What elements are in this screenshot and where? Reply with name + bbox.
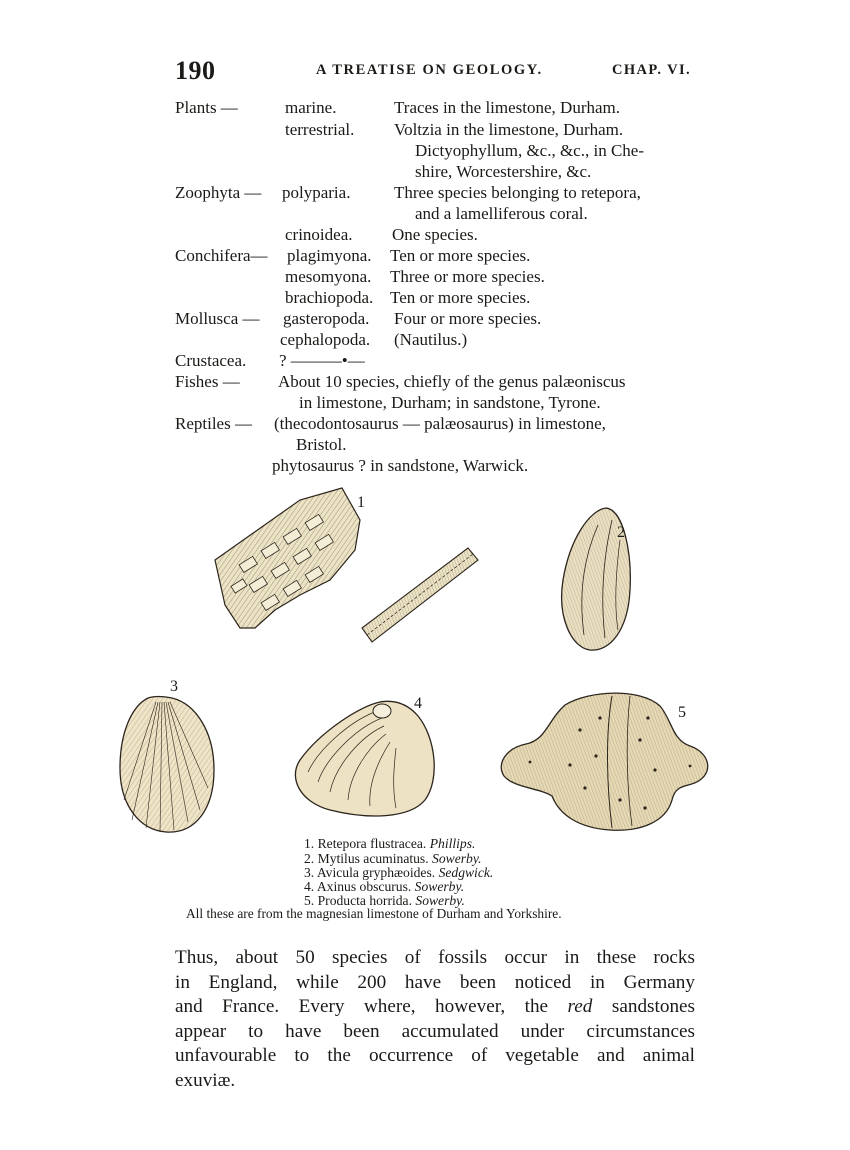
- desc-polyparia-2: and a lamelliferous coral.: [415, 204, 588, 223]
- group-label-reptiles: Reptiles —: [175, 414, 252, 433]
- caption-source-note: All these are from the magnesian limestone of Durham and Yorkshire.: [186, 906, 562, 921]
- paragraph-line-1: Thus, about 50 species of fossils occur in these rocks: [175, 947, 695, 968]
- chapter-label: CHAP. VI.: [612, 62, 692, 78]
- desc-reptiles-1: (thecodontosaurus — palæosaurus) in limestone,: [274, 414, 606, 433]
- group-label-zoophyta: Zoophyta —: [175, 183, 262, 202]
- fig-label-3: 3: [170, 678, 178, 695]
- paragraph-line-3: and France. Every where, however, the red sandstones: [175, 996, 696, 1017]
- caption-1: 1. Retepora flustracea. Phillips.: [304, 836, 476, 851]
- fig-label-5: 5: [678, 704, 686, 721]
- subgroup-cephalopoda: cephalopoda.: [280, 330, 371, 349]
- desc-crinoidea: One species.: [392, 225, 478, 244]
- caption-3: 3. Avicula gryphæoides. Sedgwick.: [304, 865, 494, 880]
- fig1-retepora-stick-fragment: [362, 548, 478, 642]
- subgroup-gasteropoda: gasteropoda.: [283, 309, 370, 328]
- desc-marine: Traces in the limestone, Durham.: [394, 98, 620, 117]
- desc-terrestrial-3: shire, Worcestershire, &c.: [415, 162, 592, 181]
- fig1-retepora-large-fragment: [215, 488, 360, 628]
- desc-crustacea: ? ———•—: [279, 351, 365, 370]
- fig4-axinus-shell: [295, 701, 434, 816]
- paragraph-line-5: unfavourable to the occurrence of vegetable and animal: [175, 1045, 695, 1066]
- page-number: 190: [175, 56, 216, 85]
- caption-5: 5. Producta horrida. Sowerby.: [304, 893, 465, 908]
- group-label-mollusca: Mollusca —: [175, 309, 260, 328]
- fig3-avicula-shell: [120, 697, 214, 833]
- body-paragraph: [175, 946, 695, 1093]
- subgroup-marine: marine.: [285, 98, 337, 117]
- subgroup-polyparia: polyparia.: [282, 183, 351, 202]
- desc-reptiles-3: phytosaurus ? in sandstone, Warwick.: [272, 456, 529, 475]
- paragraph-line-6: exuviæ.: [175, 1069, 236, 1091]
- desc-polyparia-1: Three species belonging to retepora,: [394, 183, 641, 202]
- fig-label-2: 2: [617, 524, 625, 541]
- desc-reptiles-2: Bristol.: [296, 435, 347, 454]
- desc-terrestrial-1: Voltzia in the limestone, Durham.: [394, 120, 624, 139]
- desc-terrestrial-2: Dictyophyllum, &c., &c., in Che-: [415, 141, 644, 160]
- desc-fishes-1: About 10 species, chiefly of the genus palæoniscus: [278, 372, 626, 391]
- desc-cephalopoda: (Nautilus.): [394, 330, 468, 349]
- desc-fishes-2: in limestone, Durham; in sandstone, Tyrone.: [299, 393, 601, 412]
- desc-plagimyona: Ten or more species.: [390, 246, 531, 265]
- paragraph-line-4: appear to have been accumulated under circumstances: [175, 1020, 695, 1042]
- desc-mesomyona: Three or more species.: [390, 267, 545, 286]
- subgroup-mesomyona: mesomyona.: [285, 267, 372, 286]
- fossil-plate: [0, 470, 850, 850]
- caption-2: 2. Mytilus acuminatus. Sowerby.: [304, 851, 482, 866]
- group-label-fishes: Fishes —: [175, 372, 240, 391]
- group-label-conchifera: Conchifera—: [175, 246, 268, 265]
- fig-label-4: 4: [414, 695, 422, 712]
- subgroup-terrestrial: terrestrial.: [285, 120, 355, 139]
- fig-label-1: 1: [357, 494, 365, 511]
- group-label-crustacea: Crustacea.: [175, 351, 247, 370]
- group-label-plants: Plants —: [175, 98, 238, 117]
- subgroup-plagimyona: plagimyona.: [287, 246, 372, 265]
- running-title: A TREATISE ON GEOLOGY.: [316, 62, 543, 78]
- paragraph-line-2: in England, while 200 have been noticed in Germany: [175, 971, 695, 993]
- subgroup-brachiopoda: brachiopoda.: [285, 288, 374, 307]
- fig5-producta-shell: [501, 693, 707, 830]
- subgroup-crinoidea: crinoidea.: [285, 225, 353, 244]
- desc-gasteropoda: Four or more species.: [394, 309, 542, 328]
- desc-brachiopoda: Ten or more species.: [390, 288, 531, 307]
- caption-4: 4. Axinus obscurus. Sowerby.: [304, 879, 465, 894]
